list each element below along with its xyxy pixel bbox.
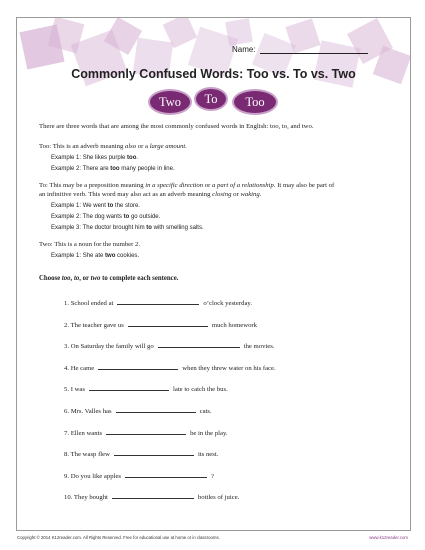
term-two: Two: bbox=[39, 241, 53, 248]
question-item bbox=[64, 471, 214, 481]
def-text: or bbox=[203, 182, 213, 189]
question-number: 2. bbox=[64, 321, 70, 329]
def-text: This is a noun for the number 2. bbox=[52, 241, 141, 248]
question-text: He came bbox=[70, 364, 95, 372]
def-text: . It may also be part of bbox=[273, 182, 335, 189]
question-text: bottles of juice. bbox=[197, 494, 240, 502]
def-text: or bbox=[231, 191, 241, 198]
answer-blank[interactable] bbox=[116, 406, 196, 413]
instructions bbox=[39, 275, 178, 282]
question-number: 7. bbox=[64, 429, 70, 437]
question-text: o’clock yesterday. bbox=[203, 300, 252, 307]
oval-too: Too bbox=[232, 89, 278, 115]
def-italic: closing bbox=[212, 191, 232, 198]
instr-italic: two bbox=[90, 275, 101, 282]
example-bold: to bbox=[146, 225, 152, 231]
question-text: The teacher gave us bbox=[70, 321, 124, 329]
answer-blank[interactable] bbox=[125, 471, 207, 478]
example-line bbox=[51, 224, 204, 232]
instr-italic: to bbox=[73, 275, 80, 282]
question-text: I was bbox=[70, 386, 85, 394]
def-text: an infinitive verb. This word may also act as an adverb meaning bbox=[39, 191, 213, 198]
example-label: Example 2: bbox=[51, 166, 83, 172]
question-number: 8. bbox=[64, 451, 70, 459]
example-label: Example 1: bbox=[51, 203, 83, 209]
instr-text: , or bbox=[79, 275, 91, 282]
question-text: much homework bbox=[211, 321, 258, 329]
def-text: This is an adverb meaning bbox=[51, 143, 125, 150]
example-text: The dog wants bbox=[82, 214, 124, 220]
question-number: 3. bbox=[64, 343, 70, 351]
question-item bbox=[64, 406, 212, 416]
example-label: Example 1: bbox=[51, 253, 83, 259]
question-text: when they threw water on his face. bbox=[182, 364, 276, 372]
example-bold: to bbox=[107, 203, 114, 209]
decorative-banner bbox=[17, 18, 410, 93]
example-text: the store. bbox=[113, 203, 140, 209]
question-item bbox=[64, 363, 276, 373]
question-number: 9. bbox=[64, 472, 70, 480]
instr-text: Choose bbox=[39, 275, 62, 282]
term-to: To: bbox=[39, 182, 48, 189]
example-text: many people in line. bbox=[119, 166, 175, 172]
oval-two: Two bbox=[148, 89, 192, 115]
answer-blank[interactable] bbox=[89, 384, 169, 391]
question-item bbox=[64, 492, 239, 502]
answer-blank[interactable] bbox=[128, 320, 208, 327]
question-text: ? bbox=[211, 472, 214, 480]
name-field[interactable] bbox=[232, 45, 368, 54]
name-label: Name: bbox=[232, 45, 256, 54]
definition-too bbox=[39, 142, 399, 151]
def-text: This may be a preposition meaning bbox=[47, 182, 146, 189]
example-bold: too bbox=[127, 155, 137, 161]
question-item bbox=[64, 449, 218, 459]
def-text: or a bbox=[136, 143, 150, 150]
answer-blank[interactable] bbox=[158, 341, 240, 348]
answer-blank[interactable] bbox=[114, 449, 194, 456]
example-bold: to bbox=[123, 214, 130, 220]
term-too: Too: bbox=[39, 143, 52, 150]
question-text: Mrs. Valles has bbox=[70, 408, 112, 415]
question-text: be in the play. bbox=[190, 429, 228, 437]
instr-italic: too bbox=[61, 275, 71, 282]
question-number: 1. bbox=[64, 300, 70, 307]
def-italic: waking bbox=[240, 191, 260, 198]
example-text: The doctor brought him bbox=[82, 225, 147, 231]
example-text: She ate bbox=[82, 253, 106, 259]
example-bold: two bbox=[105, 253, 116, 259]
question-text: On Saturday the family will go bbox=[70, 343, 154, 351]
question-number: 6. bbox=[64, 408, 70, 415]
example-label: Example 1: bbox=[51, 155, 83, 161]
def-italic: large amount. bbox=[149, 143, 187, 150]
question-item bbox=[64, 428, 228, 438]
example-line bbox=[51, 213, 160, 221]
example-text: . bbox=[136, 155, 139, 161]
worksheet-page bbox=[16, 17, 411, 531]
question-text: They bought bbox=[73, 494, 108, 502]
word-ovals bbox=[148, 87, 280, 117]
def-text: . bbox=[259, 191, 262, 198]
def-italic: also bbox=[124, 143, 137, 150]
answer-blank[interactable] bbox=[106, 428, 186, 435]
question-item bbox=[64, 320, 257, 330]
example-text: go outside. bbox=[129, 214, 161, 220]
example-line bbox=[51, 252, 139, 260]
question-text: its nest. bbox=[197, 451, 219, 459]
example-label: Example 3: bbox=[51, 225, 83, 231]
def-italic: a part of a relationship bbox=[212, 182, 274, 189]
intro-text: There are three words that are among the most commonly confused words in English: too, to, and two. bbox=[39, 123, 314, 130]
example-line bbox=[51, 165, 175, 173]
example-line bbox=[51, 202, 140, 210]
website-link[interactable]: www.k12reader.com bbox=[369, 535, 408, 540]
example-line bbox=[51, 154, 138, 162]
example-text: cookies. bbox=[115, 253, 140, 259]
example-label: Example 2: bbox=[51, 214, 83, 220]
example-bold: too bbox=[110, 166, 120, 172]
question-text: late to catch the bus. bbox=[173, 386, 228, 394]
definition-to bbox=[39, 181, 399, 199]
question-item bbox=[64, 384, 228, 394]
definition-two bbox=[39, 240, 399, 249]
question-text: Do you like apples bbox=[70, 472, 122, 480]
answer-blank[interactable] bbox=[98, 363, 178, 370]
question-item bbox=[64, 341, 275, 351]
question-text: The wasp flew bbox=[70, 451, 110, 459]
question-text: cats. bbox=[199, 408, 212, 415]
question-text: Ellen wants bbox=[70, 429, 103, 437]
name-blank[interactable] bbox=[260, 45, 368, 54]
example-text: There are bbox=[82, 166, 111, 172]
question-number: 10. bbox=[64, 494, 73, 502]
question-item bbox=[64, 298, 252, 308]
def-italic: in a specific direction bbox=[145, 182, 204, 189]
question-number: 5. bbox=[64, 386, 70, 394]
example-text: She likes purple bbox=[82, 155, 128, 161]
answer-blank[interactable] bbox=[117, 298, 199, 305]
copyright-footer: Copyright © 2014 K12reader.com. All Rights Reserved. Free for educational use at home or in classrooms. bbox=[17, 535, 220, 540]
question-text: the movies. bbox=[243, 343, 275, 351]
answer-blank[interactable] bbox=[112, 492, 194, 499]
oval-to: To bbox=[194, 87, 228, 111]
example-text: We went bbox=[82, 203, 108, 209]
instr-text: , bbox=[70, 275, 74, 282]
instr-text: to complete each sentence. bbox=[100, 275, 179, 282]
example-text: with smelling salts. bbox=[151, 225, 204, 231]
page-title: Commonly Confused Words: Too vs. To vs. Two bbox=[71, 67, 356, 81]
question-number: 4. bbox=[64, 364, 70, 372]
question-text: School ended at bbox=[70, 300, 114, 307]
